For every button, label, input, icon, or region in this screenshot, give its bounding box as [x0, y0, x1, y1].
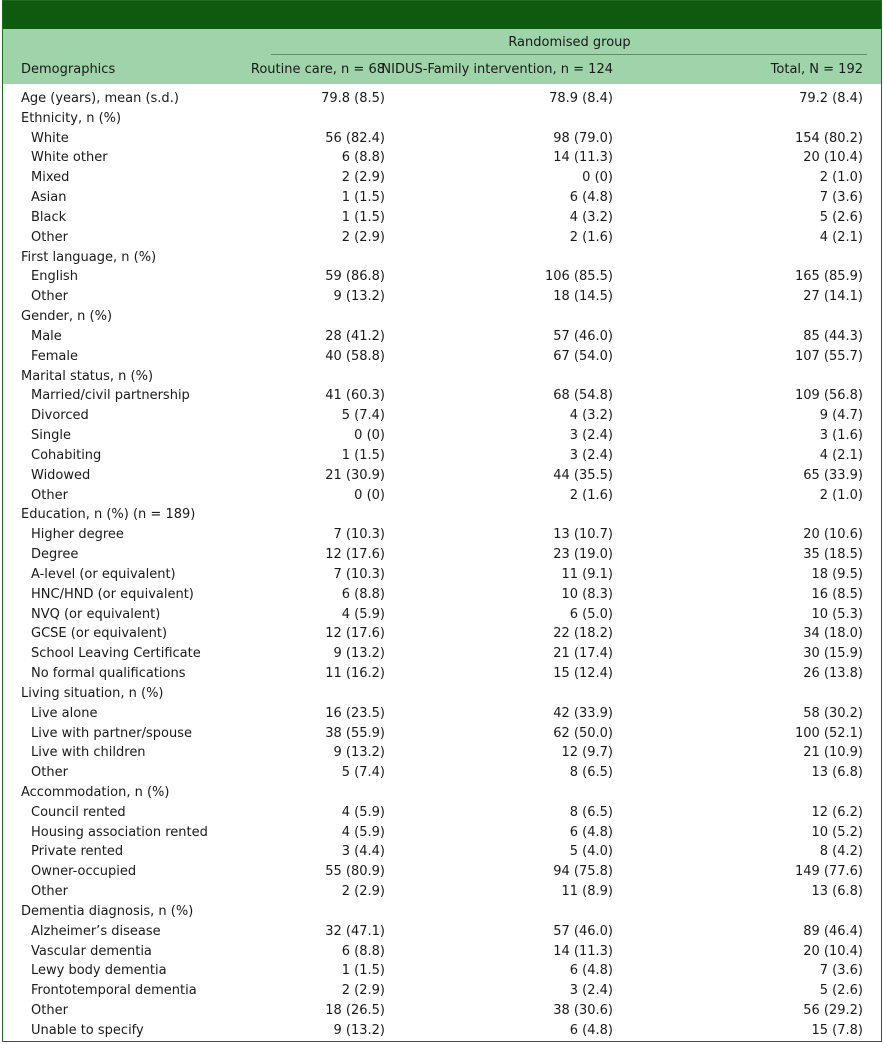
- nidus-family-cell: 42 (33.9): [553, 705, 613, 721]
- row-label: Single: [31, 428, 71, 444]
- nidus-family-cell: 94 (75.8): [553, 864, 613, 880]
- routine-care-cell: 12 (17.6): [325, 626, 385, 642]
- total-cell: 2 (1.0): [819, 170, 863, 186]
- routine-care-cell: 6 (8.8): [341, 150, 385, 166]
- nidus-family-cell: 22 (18.2): [553, 626, 613, 642]
- routine-care-cell: 7 (10.3): [333, 566, 385, 582]
- nidus-family-cell: 6 (4.8): [569, 190, 613, 206]
- column-header-total: Total, N = 192: [770, 62, 863, 77]
- table-row: [3, 624, 881, 644]
- total-cell: 149 (77.6): [794, 864, 863, 880]
- table-row: [3, 168, 881, 188]
- routine-care-cell: 1 (1.5): [341, 190, 385, 206]
- table-row: [3, 347, 881, 367]
- total-cell: 154 (80.2): [794, 130, 863, 146]
- nidus-family-cell: 3 (2.4): [569, 428, 613, 444]
- table-row: [3, 287, 881, 307]
- total-cell: 13 (6.8): [811, 765, 863, 781]
- routine-care-cell: 5 (7.4): [341, 408, 385, 424]
- total-cell: 100 (52.1): [794, 725, 863, 741]
- row-label: Widowed: [31, 467, 91, 483]
- table-row: [3, 862, 881, 882]
- total-cell: 65 (33.9): [803, 467, 863, 483]
- routine-care-cell: 4 (5.9): [341, 804, 385, 820]
- row-label: Unable to specify: [31, 1022, 144, 1038]
- table-row: [3, 743, 881, 763]
- table-row: [3, 605, 881, 625]
- routine-care-cell: 2 (2.9): [341, 170, 385, 186]
- nidus-family-cell: 78.9 (8.4): [549, 91, 613, 106]
- table-row: [3, 981, 881, 1001]
- table-section-row: [3, 902, 881, 922]
- column-header-demographics: Demographics: [21, 62, 116, 77]
- table-section-row: [3, 109, 881, 129]
- total-cell: 4 (2.1): [819, 229, 863, 245]
- routine-care-cell: 0 (0): [354, 487, 385, 503]
- routine-care-cell: 4 (5.9): [341, 606, 385, 622]
- total-cell: 3 (1.6): [819, 428, 863, 444]
- row-label: White other: [31, 150, 108, 166]
- table-row: [3, 942, 881, 962]
- table-row: [3, 704, 881, 724]
- row-label: Degree: [31, 547, 79, 563]
- row-label: Mixed: [31, 170, 70, 186]
- nidus-family-cell: 23 (19.0): [553, 547, 613, 563]
- total-cell: 5 (2.6): [819, 209, 863, 225]
- total-cell: 8 (4.2): [819, 844, 863, 860]
- table-body: [3, 89, 881, 1041]
- row-label: Age (years), mean (s.d.): [21, 91, 179, 106]
- total-cell: 30 (15.9): [803, 646, 863, 662]
- table-section-row: [3, 367, 881, 387]
- table-row: [3, 466, 881, 486]
- table-row: [3, 545, 881, 565]
- nidus-family-cell: 0 (0): [582, 170, 613, 186]
- nidus-family-cell: 12 (9.7): [561, 745, 613, 761]
- routine-care-cell: 2 (2.9): [341, 884, 385, 900]
- table-row: [3, 565, 881, 585]
- nidus-family-cell: 6 (4.8): [569, 824, 613, 840]
- row-label: Education, n (%) (n = 189): [21, 507, 196, 523]
- table-row: [3, 327, 881, 347]
- routine-care-cell: 32 (47.1): [325, 923, 385, 939]
- table-row: [3, 882, 881, 902]
- table-row: [3, 1021, 881, 1041]
- total-cell: 16 (8.5): [811, 586, 863, 602]
- nidus-family-cell: 57 (46.0): [553, 328, 613, 344]
- row-label: Other: [31, 765, 68, 781]
- nidus-family-cell: 2 (1.6): [569, 229, 613, 245]
- row-label: Asian: [31, 190, 67, 206]
- routine-care-cell: 56 (82.4): [325, 130, 385, 146]
- total-cell: 10 (5.2): [811, 824, 863, 840]
- routine-care-cell: 1 (1.5): [341, 963, 385, 979]
- row-label: Live with partner/spouse: [31, 725, 193, 741]
- row-label: School Leaving Certificate: [31, 646, 201, 662]
- row-label: Accommodation, n (%): [21, 784, 170, 800]
- total-cell: 18 (9.5): [811, 566, 863, 582]
- total-cell: 34 (18.0): [803, 626, 863, 642]
- nidus-family-cell: 98 (79.0): [553, 130, 613, 146]
- nidus-family-cell: 57 (46.0): [553, 923, 613, 939]
- total-cell: 20 (10.6): [803, 527, 863, 543]
- routine-care-cell: 40 (58.8): [325, 348, 385, 364]
- table-row: [3, 803, 881, 823]
- table-section-row: [3, 248, 881, 268]
- row-label: Living situation, n (%): [21, 685, 164, 701]
- row-label: Divorced: [31, 408, 89, 424]
- table-row: [3, 961, 881, 981]
- table-row: [3, 763, 881, 783]
- table-section-row: [3, 505, 881, 525]
- table-row: [3, 208, 881, 228]
- row-label: Alzheimer’s disease: [31, 923, 161, 939]
- row-label: No formal qualifications: [31, 666, 186, 682]
- total-cell: 27 (14.1): [803, 289, 863, 305]
- table-row: [3, 267, 881, 287]
- routine-care-cell: 5 (7.4): [341, 765, 385, 781]
- row-label: Gender, n (%): [21, 309, 113, 325]
- total-cell: 107 (55.7): [794, 348, 863, 364]
- table-section-row: [3, 783, 881, 803]
- row-label: Owner-occupied: [31, 864, 137, 880]
- total-cell: 9 (4.7): [819, 408, 863, 424]
- total-cell: 85 (44.3): [803, 328, 863, 344]
- nidus-family-cell: 62 (50.0): [553, 725, 613, 741]
- table-row: [3, 525, 881, 545]
- routine-care-cell: 9 (13.2): [333, 289, 385, 305]
- nidus-family-cell: 14 (11.3): [553, 943, 613, 959]
- row-label: Black: [31, 209, 67, 225]
- routine-care-cell: 2 (2.9): [341, 983, 385, 999]
- total-cell: 20 (10.4): [803, 150, 863, 166]
- nidus-family-cell: 106 (85.5): [544, 269, 613, 285]
- row-label: Lewy body dementia: [31, 963, 167, 979]
- total-cell: 10 (5.3): [811, 606, 863, 622]
- total-cell: 12 (6.2): [811, 804, 863, 820]
- row-label: A-level (or equivalent): [31, 566, 176, 582]
- row-label: Marital status, n (%): [21, 368, 154, 384]
- row-label: Other: [31, 884, 68, 900]
- row-label: Private rented: [31, 844, 124, 860]
- total-cell: 56 (29.2): [803, 1003, 863, 1019]
- routine-care-cell: 6 (8.8): [341, 586, 385, 602]
- nidus-family-cell: 3 (2.4): [569, 447, 613, 463]
- table-row: [3, 823, 881, 843]
- table-row: [3, 664, 881, 684]
- nidus-family-cell: 18 (14.5): [553, 289, 613, 305]
- table-row: [3, 148, 881, 168]
- row-label: Other: [31, 487, 68, 503]
- nidus-family-cell: 15 (12.4): [553, 666, 613, 682]
- row-label: Ethnicity, n (%): [21, 110, 122, 126]
- nidus-family-cell: 68 (54.8): [553, 388, 613, 404]
- table-row: [3, 644, 881, 664]
- nidus-family-cell: 6 (4.8): [569, 963, 613, 979]
- row-label: Other: [31, 1003, 68, 1019]
- routine-care-cell: 1 (1.5): [341, 447, 385, 463]
- nidus-family-cell: 6 (5.0): [569, 606, 613, 622]
- routine-care-cell: 59 (86.8): [325, 269, 385, 285]
- routine-care-cell: 9 (13.2): [333, 745, 385, 761]
- routine-care-cell: 55 (80.9): [325, 864, 385, 880]
- routine-care-cell: 4 (5.9): [341, 824, 385, 840]
- row-label: First language, n (%): [21, 249, 157, 265]
- total-cell: 165 (85.9): [794, 269, 863, 285]
- table-row: [3, 486, 881, 506]
- total-cell: 58 (30.2): [803, 705, 863, 721]
- total-cell: 109 (56.8): [794, 388, 863, 404]
- row-label: White: [31, 130, 69, 146]
- routine-care-cell: 11 (16.2): [325, 666, 385, 682]
- routine-care-cell: 0 (0): [354, 428, 385, 444]
- nidus-family-cell: 10 (8.3): [561, 586, 613, 602]
- row-label: Cohabiting: [31, 447, 102, 463]
- group-header-rule: [271, 54, 867, 55]
- nidus-family-cell: 44 (35.5): [553, 467, 613, 483]
- total-cell: 5 (2.6): [819, 983, 863, 999]
- row-label: Council rented: [31, 804, 126, 820]
- row-label: Live alone: [31, 705, 98, 721]
- nidus-family-cell: 4 (3.2): [569, 209, 613, 225]
- nidus-family-cell: 4 (3.2): [569, 408, 613, 424]
- table-section-row: [3, 307, 881, 327]
- table-row: [3, 386, 881, 406]
- row-label: Married/civil partnership: [31, 388, 190, 404]
- routine-care-cell: 2 (2.9): [341, 229, 385, 245]
- row-label: Dementia diagnosis, n (%): [21, 903, 194, 919]
- total-cell: 20 (10.4): [803, 943, 863, 959]
- table-row: [3, 228, 881, 248]
- table-row: [3, 1001, 881, 1021]
- routine-care-cell: 6 (8.8): [341, 943, 385, 959]
- total-cell: 7 (3.6): [819, 963, 863, 979]
- routine-care-cell: 38 (55.9): [325, 725, 385, 741]
- row-label: GCSE (or equivalent): [31, 626, 168, 642]
- nidus-family-cell: 3 (2.4): [569, 983, 613, 999]
- nidus-family-cell: 67 (54.0): [553, 348, 613, 364]
- nidus-family-cell: 8 (6.5): [569, 804, 613, 820]
- randomised-group-header: Randomised group: [508, 35, 631, 50]
- nidus-family-cell: 2 (1.6): [569, 487, 613, 503]
- table-row: [3, 922, 881, 942]
- routine-care-cell: 1 (1.5): [341, 209, 385, 225]
- routine-care-cell: 41 (60.3): [325, 388, 385, 404]
- row-label: Live with children: [31, 745, 146, 761]
- table-row: [3, 426, 881, 446]
- table-title-bar: [3, 1, 881, 29]
- routine-care-cell: 28 (41.2): [325, 328, 385, 344]
- total-cell: 26 (13.8): [803, 666, 863, 682]
- row-label: HNC/HND (or equivalent): [31, 586, 194, 602]
- routine-care-cell: 7 (10.3): [333, 527, 385, 543]
- table-section-row: [3, 684, 881, 704]
- row-label: Male: [31, 328, 62, 344]
- table-row: [3, 842, 881, 862]
- row-label: Frontotemporal dementia: [31, 983, 197, 999]
- table-row: [3, 406, 881, 426]
- table-row: [3, 188, 881, 208]
- routine-care-cell: 79.8 (8.5): [321, 91, 385, 106]
- row-label: Other: [31, 289, 68, 305]
- total-cell: 2 (1.0): [819, 487, 863, 503]
- table-row: [3, 446, 881, 466]
- nidus-family-cell: 13 (10.7): [553, 527, 613, 543]
- nidus-family-cell: 38 (30.6): [553, 1003, 613, 1019]
- nidus-family-cell: 6 (4.8): [569, 1022, 613, 1038]
- nidus-family-cell: 8 (6.5): [569, 765, 613, 781]
- routine-care-cell: 18 (26.5): [325, 1003, 385, 1019]
- row-label: Higher degree: [31, 527, 124, 543]
- nidus-family-cell: 14 (11.3): [553, 150, 613, 166]
- total-cell: 4 (2.1): [819, 447, 863, 463]
- nidus-family-cell: 5 (4.0): [569, 844, 613, 860]
- total-cell: 89 (46.4): [803, 923, 863, 939]
- routine-care-cell: 21 (30.9): [325, 467, 385, 483]
- total-cell: 15 (7.8): [811, 1022, 863, 1038]
- routine-care-cell: 9 (13.2): [333, 646, 385, 662]
- total-cell: 21 (10.9): [803, 745, 863, 761]
- column-header-routine-care: Routine care, n = 68: [250, 62, 385, 77]
- routine-care-cell: 9 (13.2): [333, 1022, 385, 1038]
- table-row: [3, 724, 881, 744]
- table-section-row: [3, 89, 881, 109]
- total-cell: 7 (3.6): [819, 190, 863, 206]
- routine-care-cell: 16 (23.5): [325, 705, 385, 721]
- row-label: NVQ (or equivalent): [31, 606, 161, 622]
- table-row: [3, 129, 881, 149]
- column-header-nidus-family: NIDUS-Family intervention, n = 124: [381, 62, 613, 77]
- row-label: Other: [31, 229, 68, 245]
- row-label: Housing association rented: [31, 824, 208, 840]
- table-row: [3, 585, 881, 605]
- total-cell: 35 (18.5): [803, 547, 863, 563]
- nidus-family-cell: 11 (8.9): [561, 884, 613, 900]
- row-label: English: [31, 269, 78, 285]
- demographics-table: [2, 0, 882, 1042]
- total-cell: 13 (6.8): [811, 884, 863, 900]
- routine-care-cell: 12 (17.6): [325, 547, 385, 563]
- nidus-family-cell: 11 (9.1): [561, 566, 613, 582]
- total-cell: 79.2 (8.4): [799, 91, 863, 106]
- row-label: Vascular dementia: [31, 943, 152, 959]
- row-label: Female: [31, 348, 79, 364]
- routine-care-cell: 3 (4.4): [341, 844, 385, 860]
- nidus-family-cell: 21 (17.4): [553, 646, 613, 662]
